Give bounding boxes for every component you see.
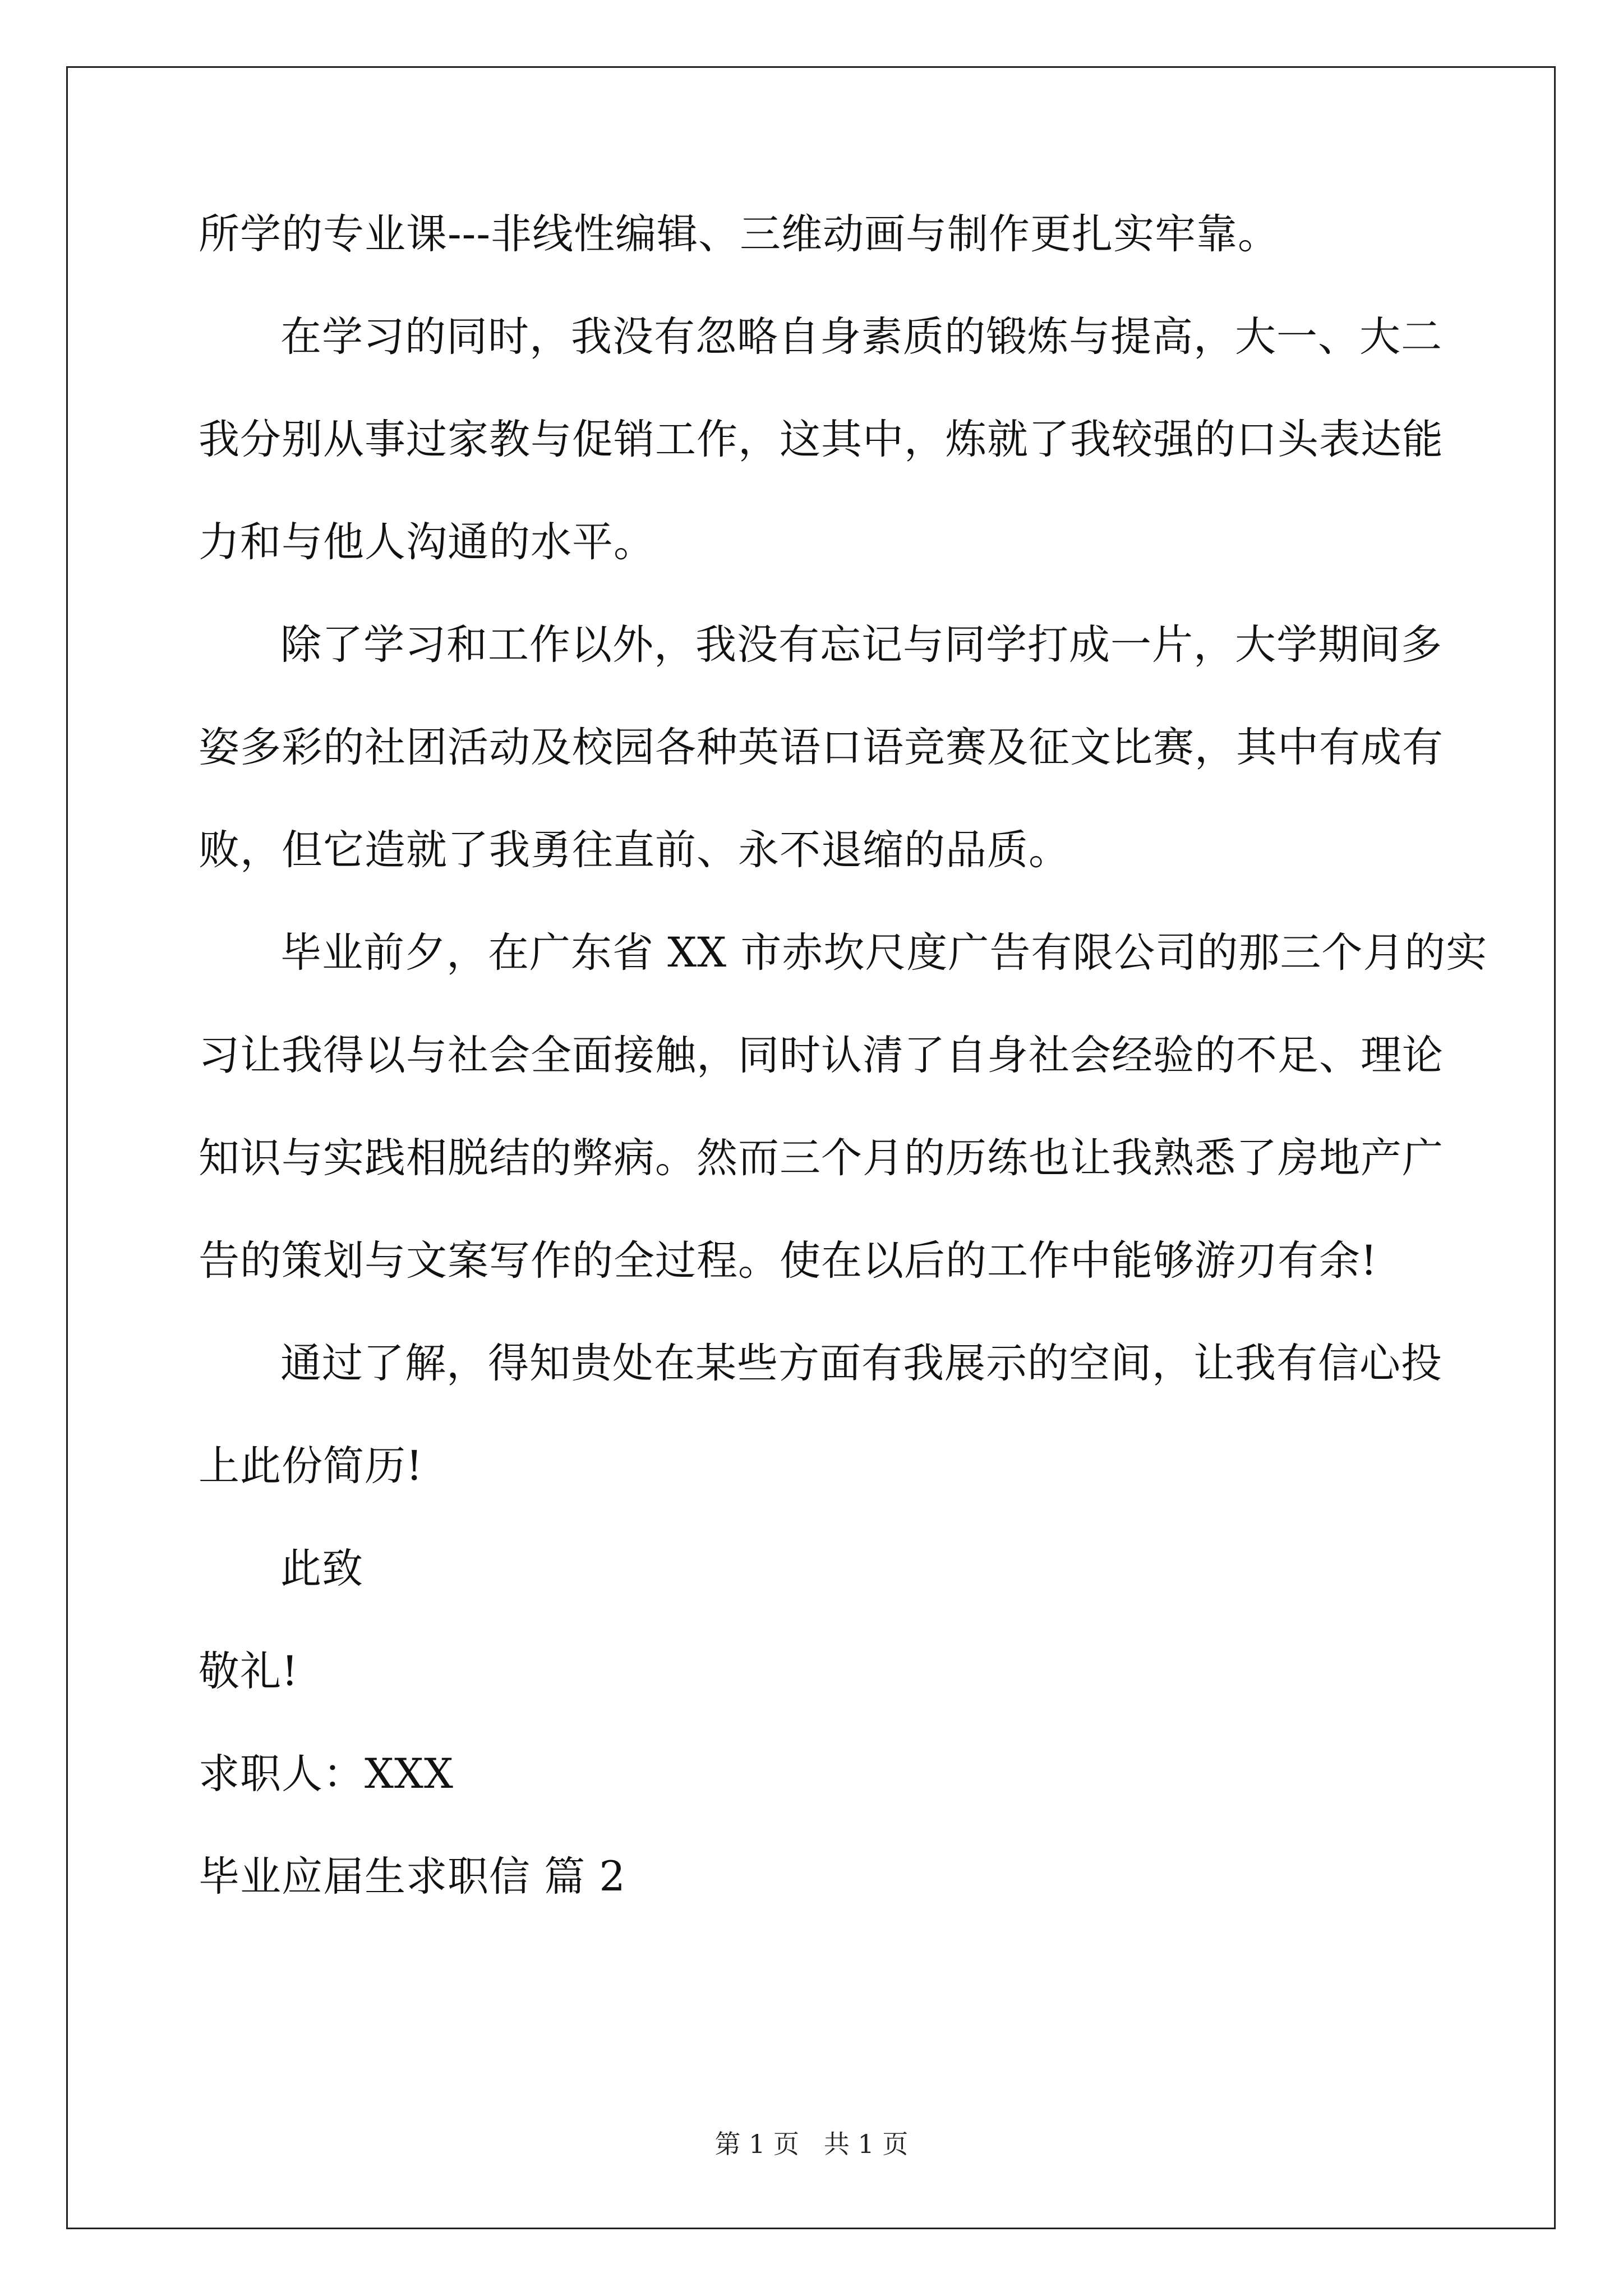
salutation-line: 此致 bbox=[280, 1545, 363, 1593]
text-line-5: 除了学习和工作以外，我没有忘记与同学打成一片，大学期间多 bbox=[280, 621, 1442, 669]
text-line-13: 上此份简历! bbox=[199, 1442, 423, 1490]
closing-line: 敬礼! bbox=[199, 1648, 299, 1695]
section-heading: 毕业应届生求职信 篇 2 bbox=[199, 1853, 626, 1901]
text-line-2: 在学习的同时，我没有忽略自身素质的锻炼与提高，大一、大二 bbox=[280, 313, 1442, 361]
text-line-9: 习让我得以与社会全面接触，同时认清了自身社会经验的不足、理论 bbox=[199, 1032, 1444, 1079]
text-line-11: 告的策划与文案写作的全过程。使在以后的工作中能够游刃有余! bbox=[199, 1237, 1378, 1285]
text-line-12: 通过了解，得知贵处在某些方面有我展示的空间，让我有信心投 bbox=[280, 1340, 1442, 1387]
signature-line: 求职人：XXX bbox=[199, 1750, 454, 1798]
text-line-1: 所学的专业课---非线性编辑、三维动画与制作更扎实牢靠。 bbox=[199, 210, 1279, 258]
text-line-3: 我分别从事过家教与促销工作，这其中，炼就了我较强的口头表达能 bbox=[199, 416, 1444, 463]
text-line-6: 姿多彩的社团活动及校园各种英语口语竞赛及征文比赛，其中有成有 bbox=[199, 724, 1444, 771]
document-body bbox=[199, 208, 1488, 1953]
text-line-7: 败，但它造就了我勇往直前、永不退缩的品质。 bbox=[199, 826, 1070, 874]
text-line-8: 毕业前夕，在广东省 XX 市赤坎尺度广告有限公司的那三个月的实 bbox=[280, 929, 1488, 977]
page-number-footer: 第 1 页 共 1 页 bbox=[714, 2129, 909, 2159]
text-line-10: 知识与实践相脱结的弊病。然而三个月的历练也让我熟悉了房地产广 bbox=[199, 1134, 1444, 1182]
text-line-4: 力和与他人沟通的水平。 bbox=[199, 518, 655, 566]
